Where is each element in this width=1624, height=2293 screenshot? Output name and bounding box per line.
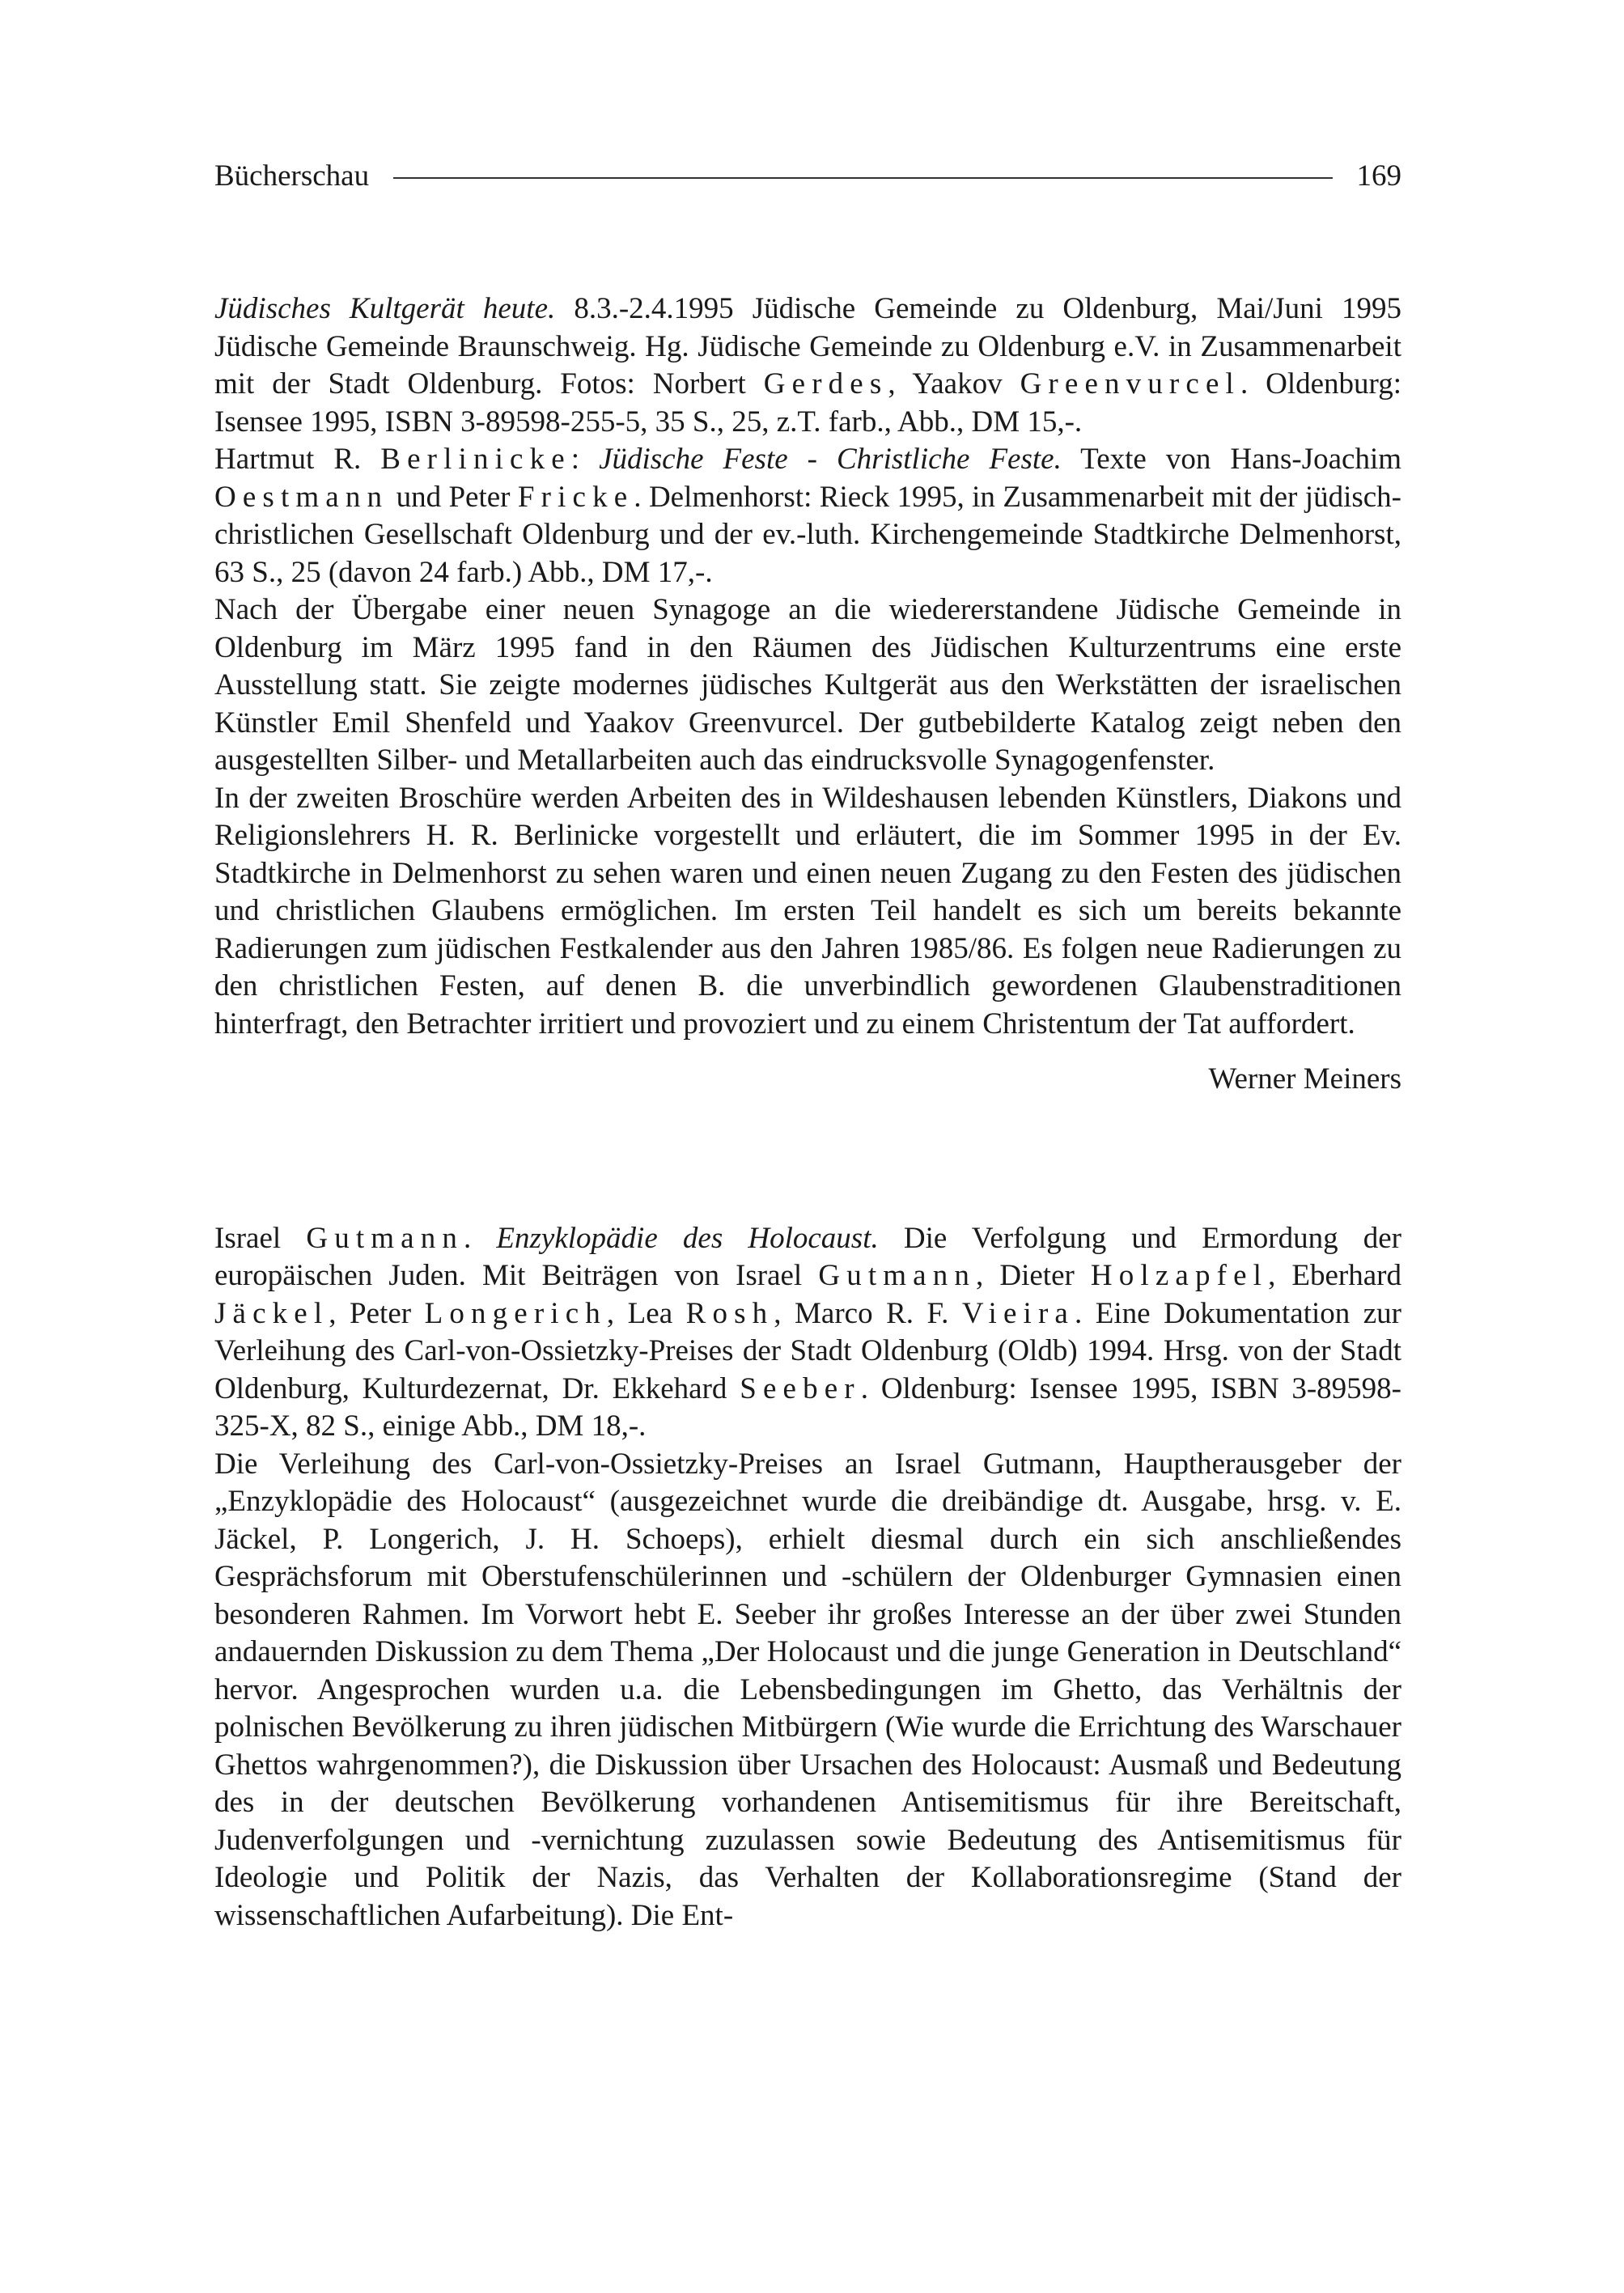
review-enzyklopaedie [214, 1220, 1401, 1935]
citation-text: , Eberhard [1268, 1259, 1402, 1292]
citation-text: . Oldenburg: Isensee 1995, ISBN 3-89598-325-X, 82 S., einige Abb., DM 18,-. [214, 1371, 1401, 1443]
header-rule [393, 177, 1332, 179]
work-title: Jüdische Feste - Christliche Feste. [599, 443, 1062, 476]
author-name: Gerdes [763, 367, 888, 401]
work-title: Enzyklopädie des Holocaust. [496, 1221, 879, 1255]
citation-text: , Marco R. F. [774, 1296, 962, 1330]
reviewer-signature: Werner Meiners [1208, 1062, 1401, 1096]
author-name: Greenvurcel [1020, 367, 1240, 401]
citation-text: , Yaakov [888, 367, 1020, 401]
citation-text: , Peter [329, 1296, 425, 1330]
citation-enzyklopaedie [214, 1220, 1401, 1446]
citation-text: Die Verfolgung und Ermordung der europäischen Juden. Mit Beiträgen von Israel [214, 1221, 1401, 1292]
page-number: 169 [1356, 159, 1401, 193]
author-name: Holzapfel [1090, 1259, 1269, 1292]
citation-text: . Delmenhorst: Rieck 1995, in Zusammenarbeit mit der jüdisch-christlichen Gesellschaft Oldenburg und der ev.-luth. Kirchengemeinde Stadtkirche Delmenhorst, 63 S., 25 (davon 24 farb.) Abb., DM 17,-. [214, 480, 1401, 589]
citation-kultgeraet [214, 290, 1401, 441]
author-name: Gutmann [818, 1259, 977, 1292]
book-page [214, 158, 1401, 1935]
author-name: Fricke [517, 480, 634, 514]
citation-text: 8.3.-2.4.1995 Jüdische Gemeinde zu Oldenburg, Mai/Juni 1995 Jüdische Gemeinde Braunschweig. Hg. Jüdische Gemeinde zu Oldenburg e.V. in Zusammenarbeit mit der Stadt Oldenburg. Fotos: Norbert [214, 292, 1401, 401]
citation-text: . [464, 1221, 497, 1255]
author-name: Gutmann [306, 1221, 464, 1255]
citation-text: Hartmut R. [214, 443, 381, 476]
review-kultgeraet [214, 290, 1401, 1099]
author-name: Berlinicke [380, 443, 571, 476]
running-head [214, 158, 1401, 195]
citation-text: . Oldenburg: Isensee 1995, ISBN 3-89598-255-5, 35 S., 25, z.T. farb., Abb., DM 15,-. [214, 367, 1401, 439]
section-title: Bücherschau [214, 159, 370, 193]
citation-text: : [570, 443, 600, 476]
author-name: Vieira [961, 1296, 1075, 1330]
author-name: Longerich [424, 1296, 607, 1330]
author-name: Oestmann [214, 480, 389, 514]
review-paragraph: Die Verleihung des Carl-von-Ossietzky-Preises an Israel Gutmann, Hauptherausgeber der „Enzyklopädie des Holocaust“ (ausgezeichnet wurde die dreibändige dt. Ausgabe, hrsg. v. E. Jäckel, P. Longerich, J. H. Schoeps), erhielt diesmal durch ein sich anschließendes Gesprächsforum mit Oberstufenschülerinnen und -schülern der Oldenburger Gymnasien einen besonderen Rahmen. Im Vorwort hebt E. Seeber ihr großes Interesse an der über zwei Stunden andauernden Diskussion zu dem Thema „Der Holocaust und die junge Generation in Deutschland“ hervor. Angesprochen wurden u.a. die Lebensbedingungen im Ghetto, das Verhältnis der polnischen Bevölkerung zu ihren jüdischen Mitbürgern (Wie wurde die Errichtung des Warschauer Ghettos wahrgenommen?), die Diskussion über Ursachen des Holocaust: Ausmaß und Bedeutung des in der deutschen Bevölkerung vorhandenen Antisemitismus für ihre Bereitschaft, Judenverfolgungen und -vernichtung zuzulassen sowie Bedeutung des Antisemitismus für Ideologie und Politik der Nazis, das Verhalten der Kollaborationsregime (Stand der wissenschaftlichen Aufarbeitung). Die Ent- [214, 1447, 1401, 1932]
citation-text: Israel [214, 1221, 307, 1255]
citation-text: und Peter [388, 480, 518, 514]
citation-text: Texte von Hans-Joachim [1061, 443, 1402, 476]
author-name: Jäckel [214, 1296, 329, 1330]
review-paragraph: In der zweiten Broschüre werden Arbeiten des in Wildeshausen lebenden Künstlers, Diakons und Religionslehrers H. R. Berlinicke vorgestellt und erläutert, die im Sommer 1995 in der Ev. Stadtkirche in Delmenhorst zu sehen waren und einen neuen Zugang zu den Festen des jüdischen und christlichen Glaubens ermöglichen. Im ersten Teil handelt es sich um bereits bekannte Radierungen zum jüdischen Festkalender aus den Jahren 1985/86. Es folgen neue Radierungen zu den christlichen Festen, auf denen B. die unverbindlich gewordenen Glaubenstraditionen hinterfragt, den Betrachter irritiert und provoziert und zu einem Christentum der Tat auffordert. [214, 781, 1401, 1041]
citation-text: , Lea [606, 1296, 686, 1330]
citation-feste [214, 441, 1401, 591]
citation-text: , Dieter [976, 1259, 1091, 1292]
review-paragraph: Nach der Übergabe einer neuen Synagoge an die wiedererstandene Jüdische Gemeinde in Oldenburg im März 1995 fand in den Räumen des Jüdischen Kulturzentrums eine erste Ausstellung statt. Sie zeigte modernes jüdisches Kultgerät aus den Werkstätten der israelischen Künstler Emil Shenfeld und Yaakov Greenvurcel. Der gutbebilderte Katalog zeigt neben den ausgestellten Silber- und Metallarbeiten auch das eindrucksvolle Synagogenfenster. [214, 593, 1401, 777]
author-name: Rosh [685, 1296, 774, 1330]
author-name: Seeber [740, 1371, 861, 1405]
citation-text: . Eine Dokumentation zur Verleihung des Carl-von-Ossietzky-Preises der Stadt Oldenburg (Oldb) 1994. Hrsg. von der Stadt Oldenburg, Kulturdezernat, Dr. Ekkehard [214, 1296, 1402, 1405]
work-title: Jüdisches Kultgerät heute. [214, 292, 556, 325]
